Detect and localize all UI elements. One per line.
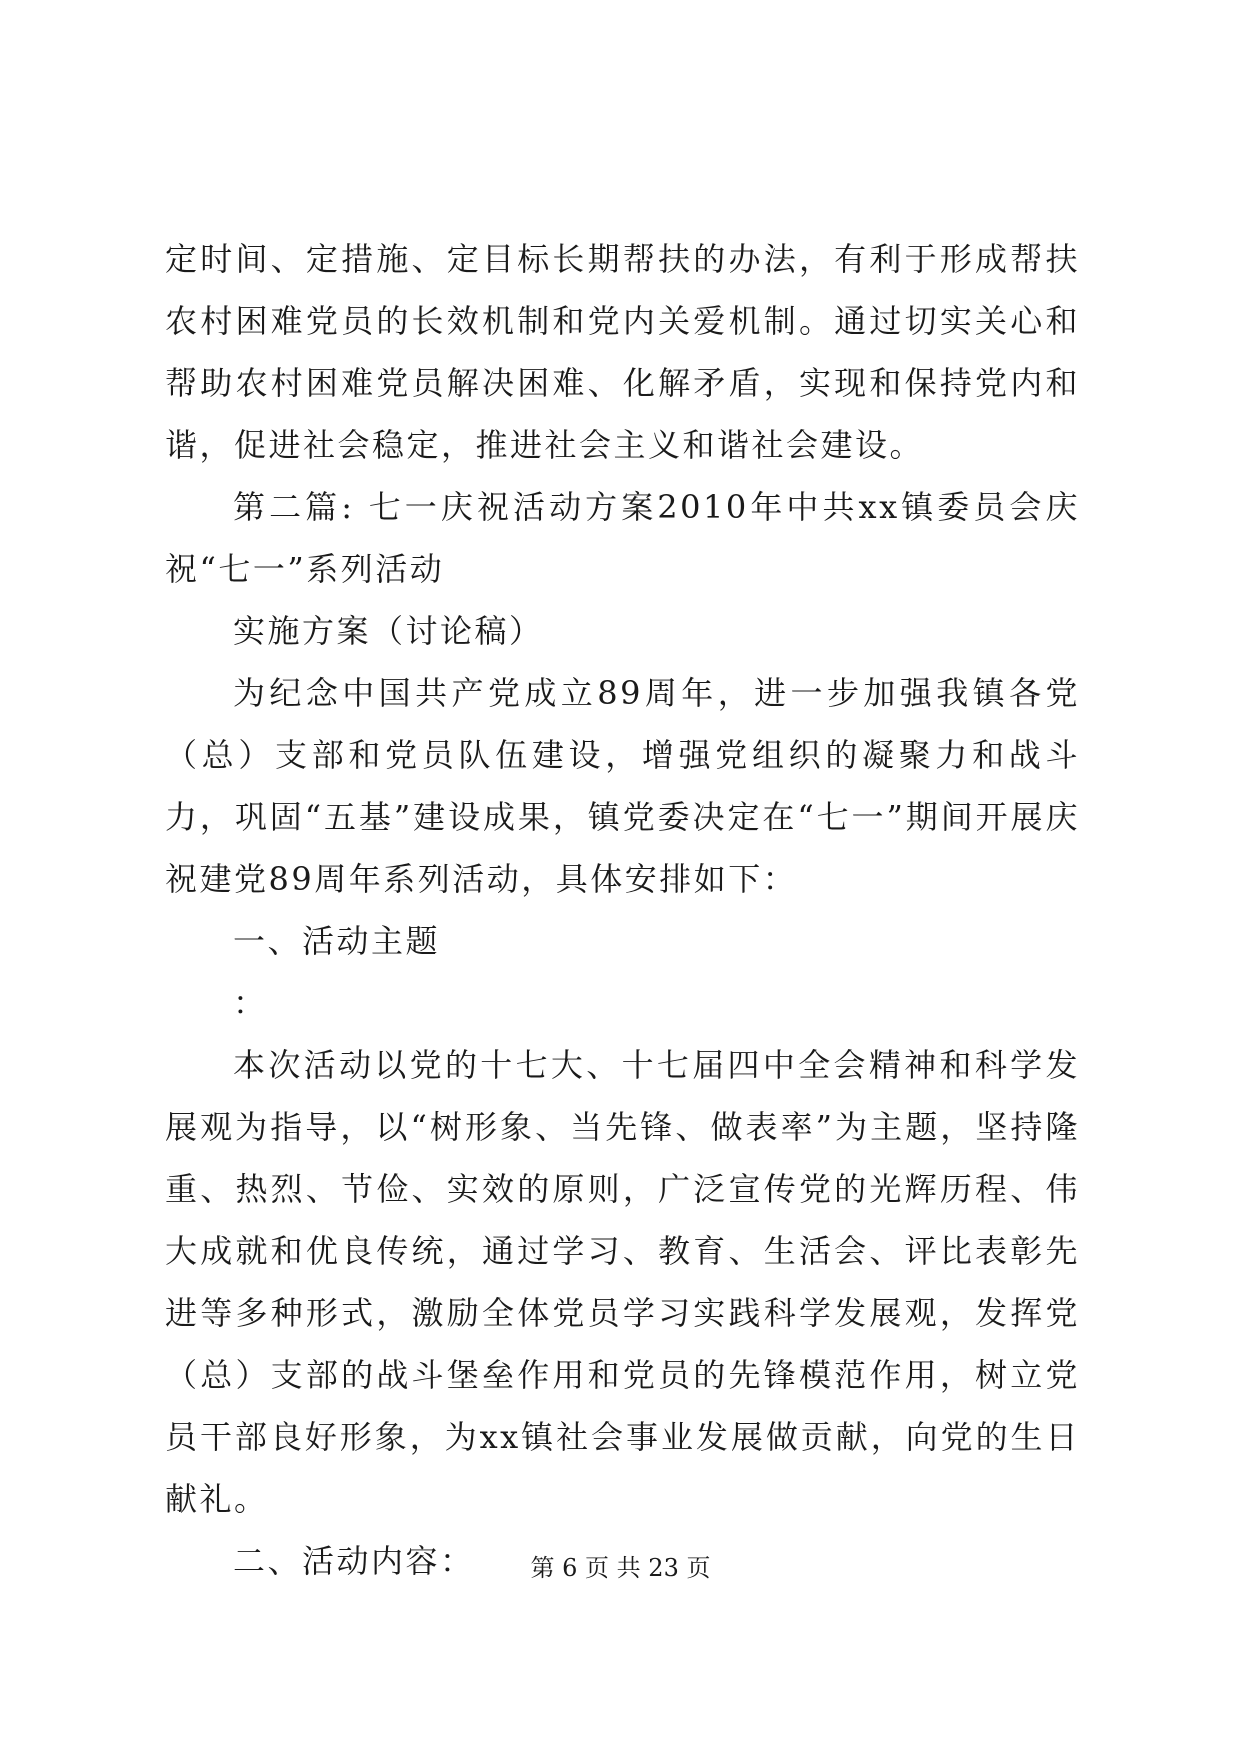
heading-activity-theme: 一、活动主题 [233, 922, 441, 960]
heading-activity-content: 二、活动内容： [233, 1542, 475, 1580]
paragraph-intro: 为纪念中国共产党成立89周年，进一步加强我镇各党（总）支部和党员队伍建设，增强党组织的凝聚力和战斗力，巩固“五基”建设成果，镇党委决定在“七一”期间开展庆祝建党89周年系列活动，具体安排如下： [165, 674, 1080, 898]
paragraph-theme-description: 本次活动以党的十七大、十七届四中全会精神和科学发展观为指导，以“树形象、当先锋、做表率”为主题，坚持隆重、热烈、节俭、实效的原则，广泛宣传党的光辉历程、伟大成就和优良传统，通过学习、教育、生活会、评比表彰先进等多种形式，激励全体党员学习实践科学发展观，发挥党（总）支部的战斗堡垒作用和党员的先锋模范作用，树立党员干部良好形象，为xx镇社会事业发展做贡献，向党的生日献礼。 [165, 1046, 1080, 1518]
colon-line: ： [233, 984, 268, 1022]
subtitle-draft: 实施方案（讨论稿） [233, 612, 544, 650]
section-heading-second-article: 第二篇: 七一庆祝活动方案2010年中共xx镇委员会庆祝“七一”系列活动 [165, 488, 1080, 588]
document-body [165, 228, 1080, 1592]
paragraph-continuation: 定时间、定措施、定目标长期帮扶的办法，有利于形成帮扶农村困难党员的长效机制和党内关爱机制。通过切实关心和帮助农村困难党员解决困难、化解矛盾，实现和保持党内和谐，促进社会稳定，推进社会主义和谐社会建设。 [165, 240, 1080, 464]
page-number-footer: 第 6 页 共 23 页 [530, 1554, 711, 1582]
